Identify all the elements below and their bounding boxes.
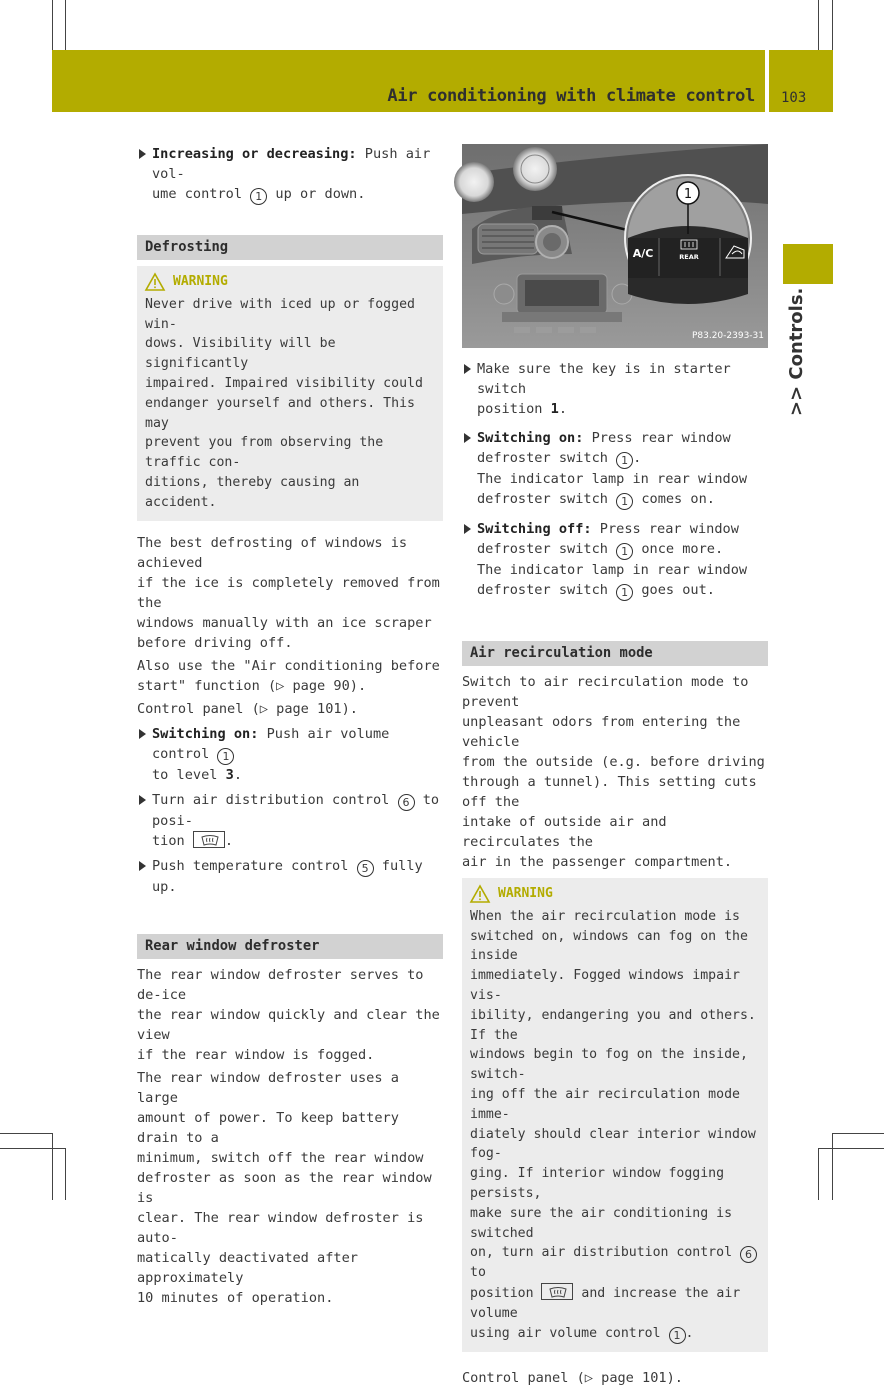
crop-mark [65,1148,66,1200]
crop-mark [52,0,53,50]
step-text: to posi- [152,791,440,829]
crop-mark [818,1148,819,1200]
crop-mark [52,1133,53,1200]
step-turn-distribution [137,790,443,851]
paragraph [137,965,443,1065]
warning-line: ging. If interior window fogging persists, [470,1166,725,1201]
warning-line [470,1283,760,1324]
level-value: 3 [225,766,234,783]
step-text: Press rear window [583,430,731,446]
left-column [137,144,443,1308]
text-line: if the rear window is fogged. [137,1046,375,1063]
crop-mark [832,1133,884,1134]
paragraph [137,656,443,696]
warning-line: Never drive with iced up or fogged win- [145,296,415,332]
text-line: The rear window defroster uses a large [137,1069,399,1106]
page-number-box [769,50,833,112]
text-line: minimum, switch off the rear window [137,1149,424,1166]
warning-box [137,266,443,521]
control-1-callout: 1 [616,493,633,510]
step-text: . [233,766,243,783]
step-label: Switching on: [152,725,259,742]
step-text: The indicator lamp in rear window [477,562,748,578]
control-6-callout: 6 [740,1246,757,1263]
control-1-callout: 1 [616,584,633,601]
text-line: 10 minutes of operation. [137,1289,334,1306]
defrost-icon [201,834,219,846]
dashboard-photo [462,144,768,348]
text-line: intake of outside air and recirculates the [462,814,667,850]
figure-code: P83.20-2393-31 [691,331,764,341]
windshield-defrost-symbol [541,1283,573,1300]
step-text: tion [152,832,193,849]
ac-button-label: A/C [632,247,654,260]
warning-icon [145,273,165,291]
side-tab-label: >> Controls. [786,287,807,416]
warning-text: . [685,1325,694,1341]
photo-callout-number: 1 [683,187,693,202]
warning-line: windows begin to fog on the inside, switch- [470,1047,748,1083]
step-text: Push air vol- [152,146,431,182]
control-6-callout: 6 [398,794,415,811]
warning-line: switched on, windows can fog on the inside [470,928,748,964]
step-text: defroster switch [477,491,617,507]
warning-line [470,1243,760,1283]
dashboard-illustration [462,144,768,348]
step-text: goes out. [633,582,715,598]
text-line: matically deactivated after approximately [137,1249,358,1286]
section-heading-recirculation: Air recirculation mode [462,641,768,666]
step-text: The indicator lamp in rear window [477,471,748,487]
crop-mark [65,0,66,50]
header-bar [52,50,765,112]
text-line: windows manually with an ice scraper [137,614,432,631]
paragraph [137,533,443,653]
step-text: . [633,450,642,466]
warning-text: on, turn air distribution control [470,1245,740,1261]
warning-line: endanger yourself and others. This may [145,395,415,431]
warning-line: prevent you from observing the traffic con- [145,435,384,471]
text-line: clear. The rear window defroster is auto- [137,1209,424,1246]
warning-label: WARNING [498,886,553,901]
warning-line: ditions, thereby causing an accident. [145,474,360,510]
warning-line: immediately. Fogged windows impair vis- [470,968,740,1003]
control-1-callout: 1 [217,748,234,765]
step-text: fully up. [152,857,423,895]
warning-icon [470,885,490,903]
text-line: before driving off. [137,634,293,651]
warning-line: ing off the air recirculation mode imme- [470,1086,740,1122]
warning-text: position [470,1286,542,1302]
gauge-center [513,147,557,191]
control-5-callout: 5 [357,860,374,877]
warning-label: WARNING [173,274,228,289]
step-text: up or down. [267,186,366,202]
text-line: from the outside (e.g. before driving [462,754,765,770]
step-rear-switching-on [462,428,768,510]
crop-mark [832,1133,833,1200]
step-rear-switching-off [462,519,768,601]
step-text: defroster switch [477,582,617,598]
step-text: Push air volume control [152,725,390,762]
text-line: air in the passenger compartment. [462,854,733,870]
warning-line [470,1324,760,1344]
step-text: Turn air distribution control [152,791,398,808]
crop-mark [832,0,833,50]
right-column [462,144,768,1388]
text-line: Also use the "Air conditioning before [137,657,440,674]
step-text: comes on. [633,491,715,507]
step-text: Press rear window [591,521,739,537]
warning-line: impaired. Impaired visibility could [145,375,423,391]
step-text: to level [152,766,226,783]
control-1-callout: 1 [616,452,633,469]
page-reference[interactable]: Control panel (▷ page 101). [137,700,358,717]
control-1-callout: 1 [616,543,633,560]
step-text: defroster switch [477,450,617,466]
crop-mark [818,1148,884,1149]
step-text: defroster switch [477,541,617,557]
crop-mark [0,1148,65,1149]
position-value: 1 [550,401,559,417]
crop-mark [0,1133,52,1134]
page-reference[interactable]: Control panel (▷ page 101). [462,1369,683,1386]
step-push-temperature [137,856,443,897]
control-1-callout: 1 [669,1327,686,1344]
page-number: 103 [781,90,807,106]
warning-title [470,884,760,904]
text-line: defroster as soon as the rear window is [137,1169,432,1206]
side-tab-block [783,244,833,284]
rear-button-label: REAR [679,253,699,261]
step-increase [137,144,443,205]
paragraph [137,1068,443,1308]
section-heading-defrosting: Defrosting [137,235,443,260]
warning-text: using air volume control [470,1325,669,1341]
step-text: Make sure the key is in starter switch [477,361,731,397]
warning-line: When the air recirculation mode is [470,908,740,924]
step-label: Increasing or decreasing: [152,146,357,162]
gauge-left [454,162,494,202]
text-line: unpleasant odors from entering the vehicle [462,714,741,750]
defrost-icon [549,1286,567,1298]
step-text: . [224,832,234,849]
step-text: . [558,401,568,417]
page-reference[interactable]: start" function (▷ page 90). [137,677,367,694]
step-text: position [477,401,551,417]
text-line: through a tunnel). This setting cuts off the [462,774,757,810]
text-line: amount of power. To keep battery drain to a [137,1109,399,1146]
warning-line: dows. Visibility will be significantly [145,336,336,372]
text-line: the rear window quickly and clear the view [137,1006,440,1043]
step-text: Push temperature control [152,857,357,874]
warning-text: and increase the air volume [470,1286,741,1321]
warning-text: to [470,1265,486,1281]
paragraph [462,672,768,872]
text-line: Switch to air recirculation mode to prevent [462,674,749,710]
text-line: The best defrosting of windows is achieved [137,534,408,571]
side-tab [786,287,810,416]
control-1-callout: 1 [250,188,267,205]
warning-line: ibility, endangering you and others. If the [470,1007,756,1043]
step-text: once more. [633,541,724,557]
step-switching-on [137,724,443,785]
step-text: ume control [152,186,251,202]
windshield-defrost-symbol [193,831,225,848]
text-line: The rear window defroster serves to de-ice [137,966,424,1003]
warning-line: make sure the air conditioning is switched [470,1205,733,1241]
step-key-position [462,359,768,419]
section-heading-rear-defroster: Rear window defroster [137,934,443,959]
page-title: Air conditioning with climate control [387,86,755,106]
step-label: Switching on: [477,430,584,446]
warning-line: diately should clear interior window fog- [470,1126,756,1162]
warning-title [145,272,435,292]
crop-mark [818,0,819,50]
warning-box [462,878,768,1352]
step-label: Switching off: [477,521,592,537]
text-line: if the ice is completely removed from the [137,574,440,611]
